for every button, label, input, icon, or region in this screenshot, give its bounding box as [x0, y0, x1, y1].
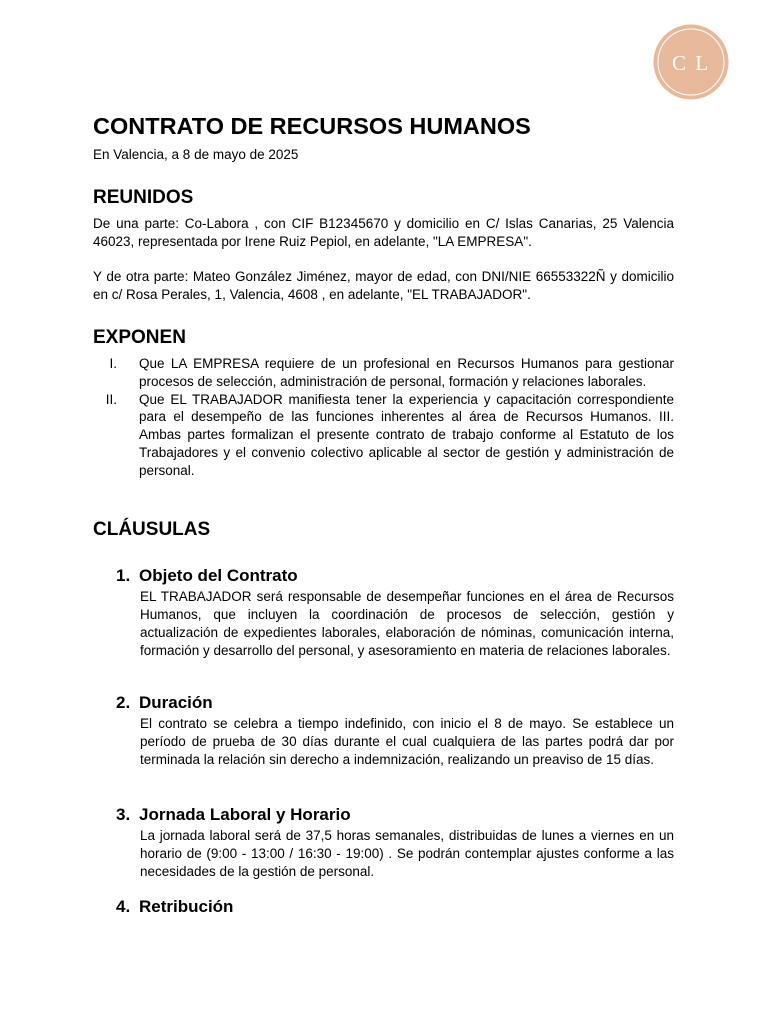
reunidos-heading: REUNIDOS: [93, 187, 194, 208]
clause-number: 1.: [116, 566, 131, 585]
clause-number: 3.: [116, 805, 131, 824]
clause-item: [116, 803, 674, 881]
clause-number: 2.: [116, 693, 131, 712]
clause-heading: [116, 895, 674, 919]
place-date: En Valencia, a 8 de mayo de 2025: [93, 147, 299, 162]
exponen-item: [93, 391, 674, 480]
company-logo: [653, 24, 729, 100]
exponen-item-number: II.: [105, 391, 117, 407]
clause-heading: [116, 564, 674, 588]
clausulas-heading: CLÁUSULAS: [93, 519, 211, 540]
clause-title: Jornada Laboral y Horario: [139, 805, 351, 824]
exponen-item-number: I.: [109, 356, 117, 371]
exponen-item-text: Que LA EMPRESA requiere de un profesional en Recursos Humanos para gestionar procesos de selección, administración de personal, formación y relaciones laborales.: [139, 356, 674, 389]
party-company-paragraph: De una parte: Co-Labora , con CIF B12345670 y domicilio en C/ Islas Canarias, 25 Valencia 46023, representada por Irene Ruiz Pepiol, en adelante, "LA EMPRESA".: [93, 216, 674, 249]
clause-title: Objeto del Contrato: [139, 566, 298, 585]
clause-item: [116, 895, 674, 919]
logo-monogram: C L: [671, 51, 711, 75]
party-worker-paragraph: Y de otra parte: Mateo González Jiménez, mayor de edad, con DNI/NIE 66553322Ñ y domicilio en c/ Rosa Perales, 1, Valencia, 4608 , en adelante, "EL TRABAJADOR".: [93, 269, 674, 302]
exponen-item-text: Que EL TRABAJADOR manifiesta tener la experiencia y capacitación correspondiente para el desempeño de las funciones inherentes al área de Recursos Humanos. III. Ambas partes formalizan el presente contrato de trabajo conforme al Estatuto de los Trabajadores y el convenio colectivo aplicable al sector de gestión y administración de personal.: [139, 391, 674, 478]
clause-heading: [116, 691, 674, 715]
document-title: CONTRATO DE RECURSOS HUMANOS: [93, 113, 531, 139]
clause-title: Duración: [139, 693, 213, 712]
exponen-list: [93, 355, 674, 480]
clause-heading: [116, 803, 674, 827]
clause-text: EL TRABAJADOR será responsable de desempeñar funciones en el área de Recursos Humanos, que incluyen la coordinación de procesos de selección, gestión y actualización de expedientes laborales, elaboración de nóminas, comunicación interna, formación y desarrollo del personal, y asesoramiento en materia de relaciones laborales.: [140, 589, 674, 658]
clause-text: El contrato se celebra a tiempo indefinido, con inicio el 8 de mayo. Se establece un período de prueba de 30 días durante el cual cualquiera de las partes podrá dar por terminada la relación sin derecho a indemnización, realizando un preaviso de 15 días.: [140, 716, 674, 767]
exponen-item: [93, 355, 674, 391]
clause-number: 4.: [116, 897, 131, 916]
exponen-heading: EXPONEN: [93, 327, 186, 348]
clause-item: [116, 564, 674, 660]
clause-title: Retribución: [139, 897, 234, 916]
clause-text: La jornada laboral será de 37,5 horas semanales, distribuidas de lunes a viernes en un horario de (9:00 - 13:00 / 16:30 - 19:00) . Se podrán contemplar ajustes conforme a las necesidades de la gestión de personal.: [140, 828, 674, 879]
clause-item: [116, 691, 674, 769]
